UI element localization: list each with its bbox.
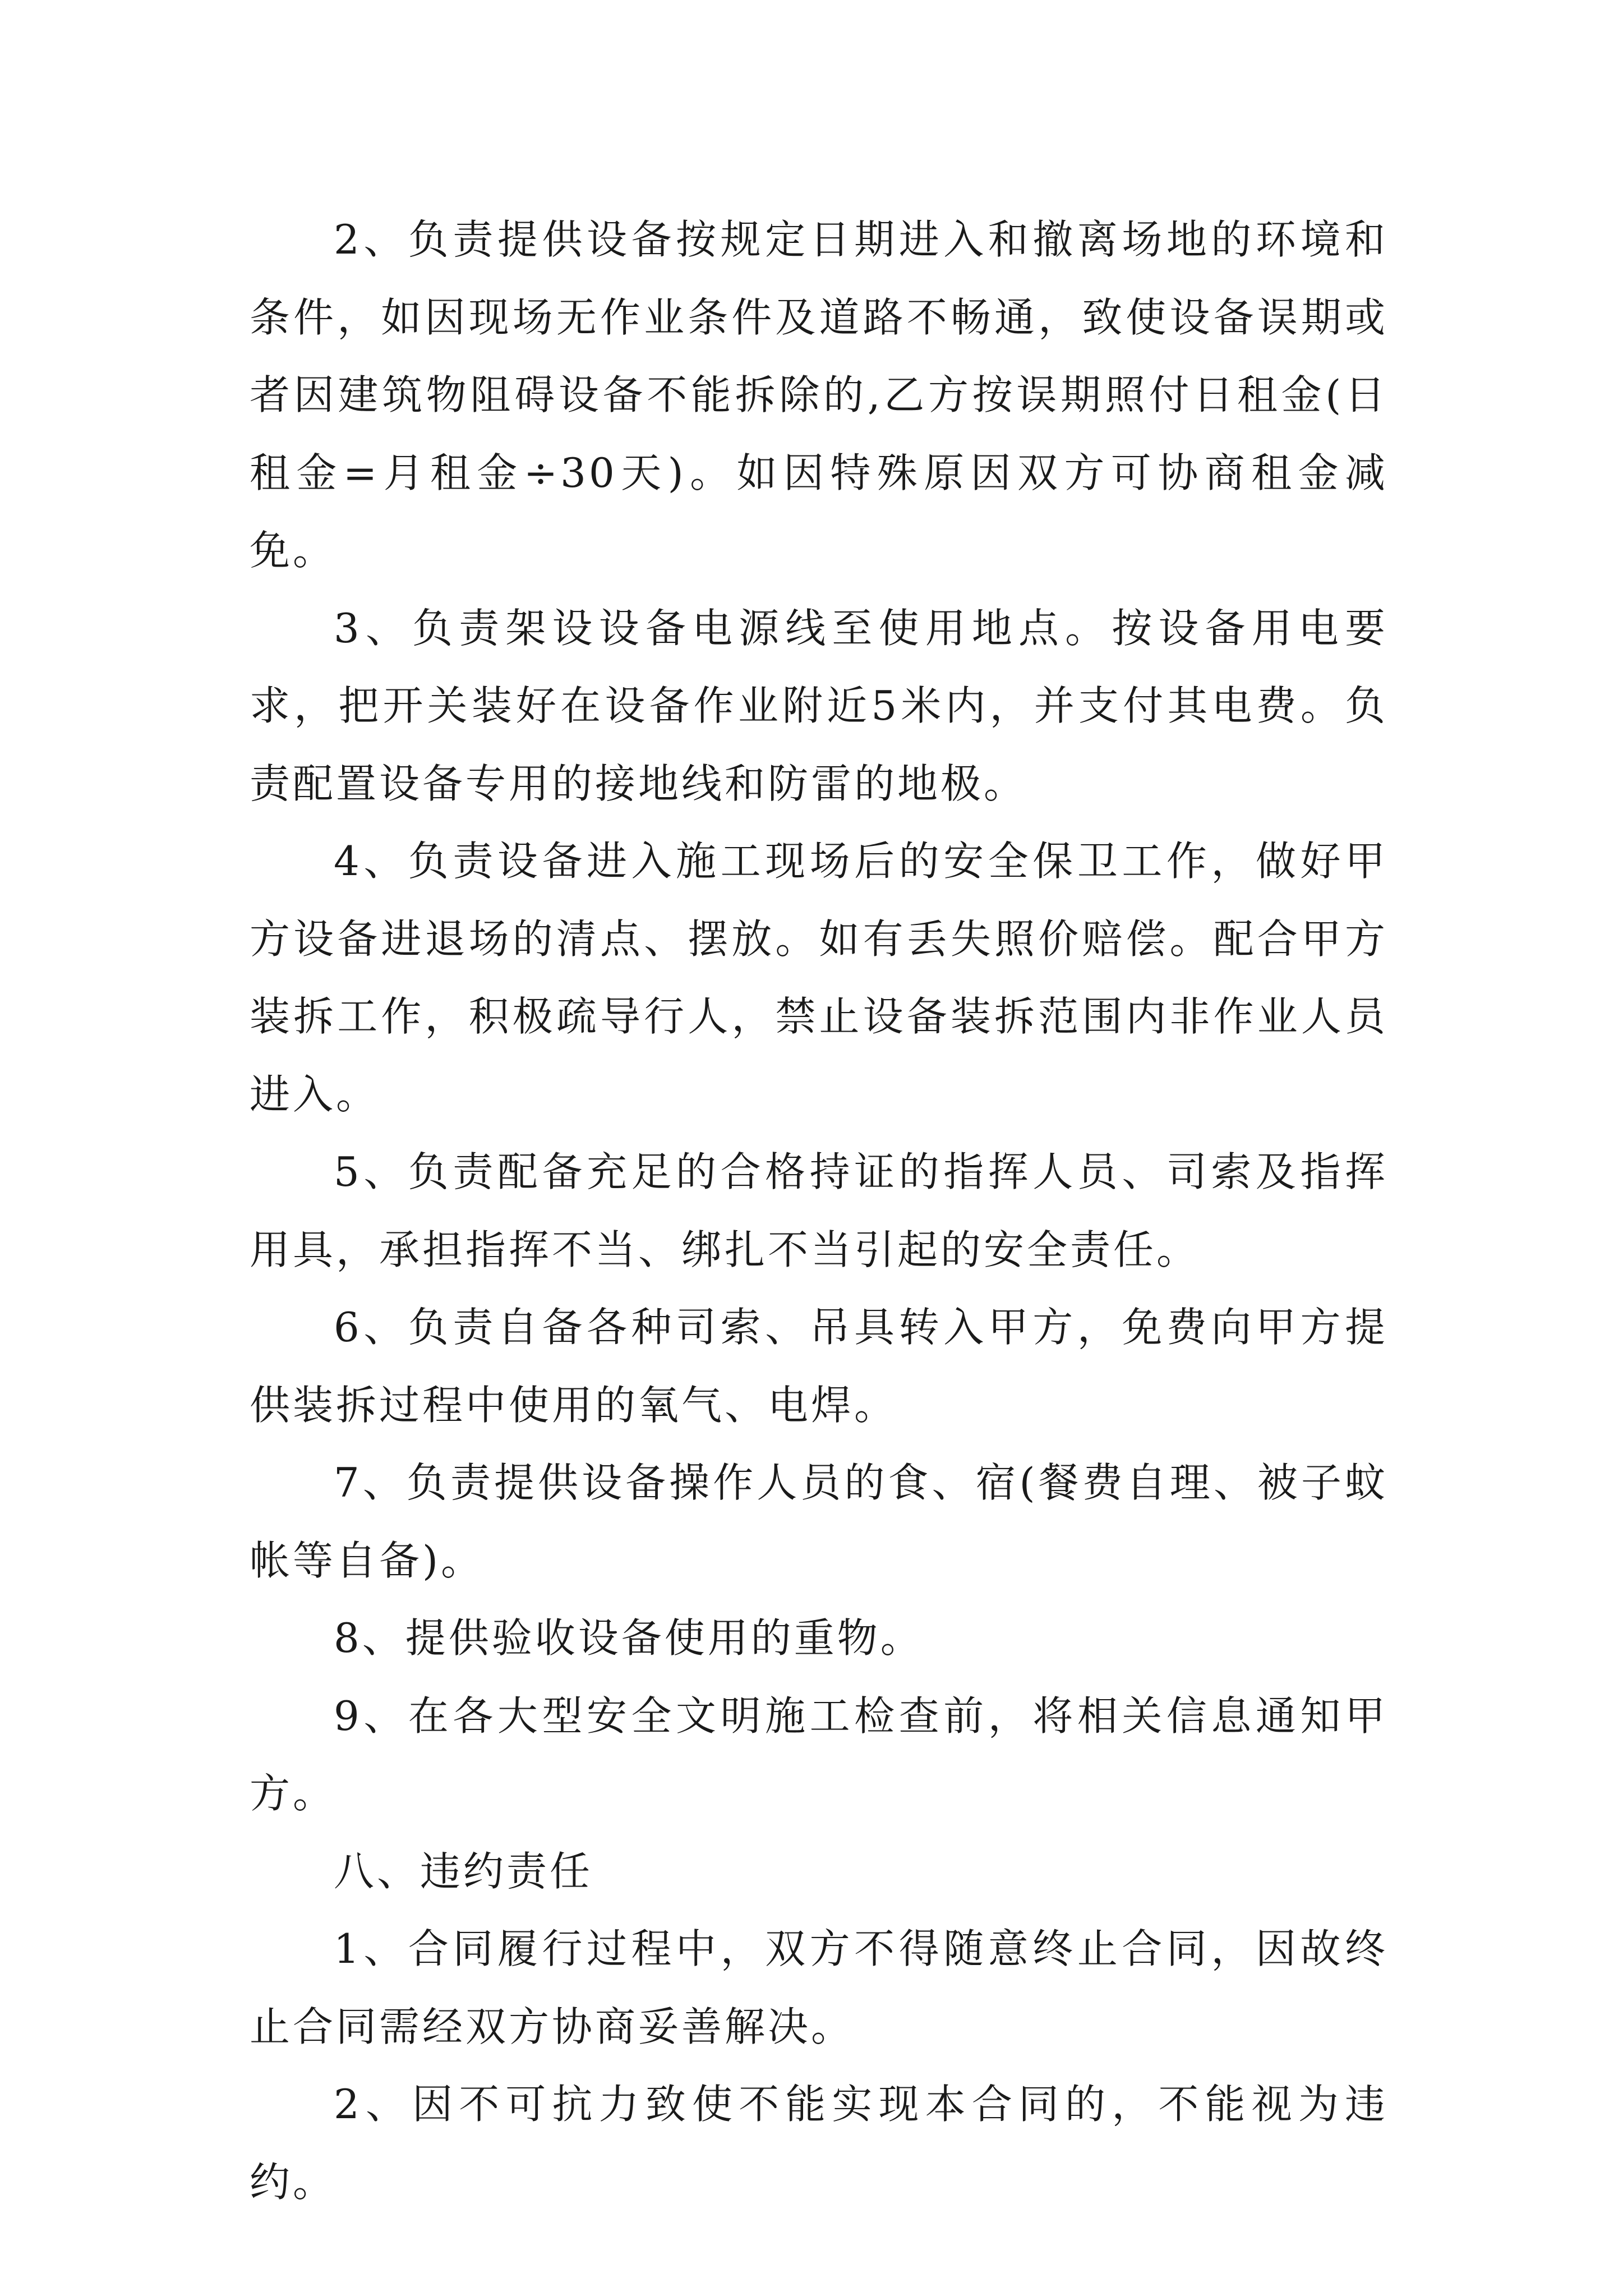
paragraph-item-5-signal-personnel: 5、负责配备充足的合格持证的指挥人员、司索及指挥用具，承担指挥不当、绑扎不当引起的安全责任。 (250, 1148, 1388, 1273)
document-body (250, 201, 1388, 2221)
paragraph-item-9-inspection-notice: 9、在各大型安全文明施工检查前，将相关信息通知甲方。 (250, 1692, 1388, 1817)
paragraph-item-4-security: 4、负责设备进入施工现场后的安全保卫工作，做好甲方设备进退场的清点、摆放。如有丢失照价赔偿。配合甲方装拆工作，积极疏导行人，禁止设备装拆范围内非作业人员进入。 (250, 838, 1388, 1118)
paragraph-item-6-rigging: 6、负责自备各种司索、吊具转入甲方，免费向甲方提供装拆过程中使用的氧气、电焊。 (250, 1304, 1388, 1429)
paragraph-item-3-power-supply: 3、负责架设设备电源线至使用地点。按设备用电要求，把开关装好在设备作业附近5米内，并支付其电费。负责配置设备专用的接地线和防雷的地极。 (250, 604, 1388, 807)
paragraph-item-8-test-weights: 8、提供验收设备使用的重物。 (334, 1614, 924, 1662)
section-heading-breach-liability: 八、违约责任 (334, 1847, 593, 1895)
paragraph-breach-item-2: 2、因不可抗力致使不能实现本合同的，不能视为违约。 (250, 2081, 1388, 2206)
paragraph-item-7-accommodation: 7、负责提供设备操作人员的食、宿(餐费自理、被子蚊帐等自备)。 (250, 1459, 1388, 1584)
paragraph-breach-item-1: 1、合同履行过程中，双方不得随意终止合同，因故终止合同需经双方协商妥善解决。 (250, 1925, 1388, 2050)
paragraph-item-2-site-conditions: 2、负责提供设备按规定日期进入和撤离场地的环境和条件，如因现场无作业条件及道路不畅通，致使设备误期或者因建筑物阻碍设备不能拆除的,乙方按误期照付日租金(日租金=月租金÷30天)。如因特殊原因双方可协商租金减免。 (250, 216, 1388, 574)
